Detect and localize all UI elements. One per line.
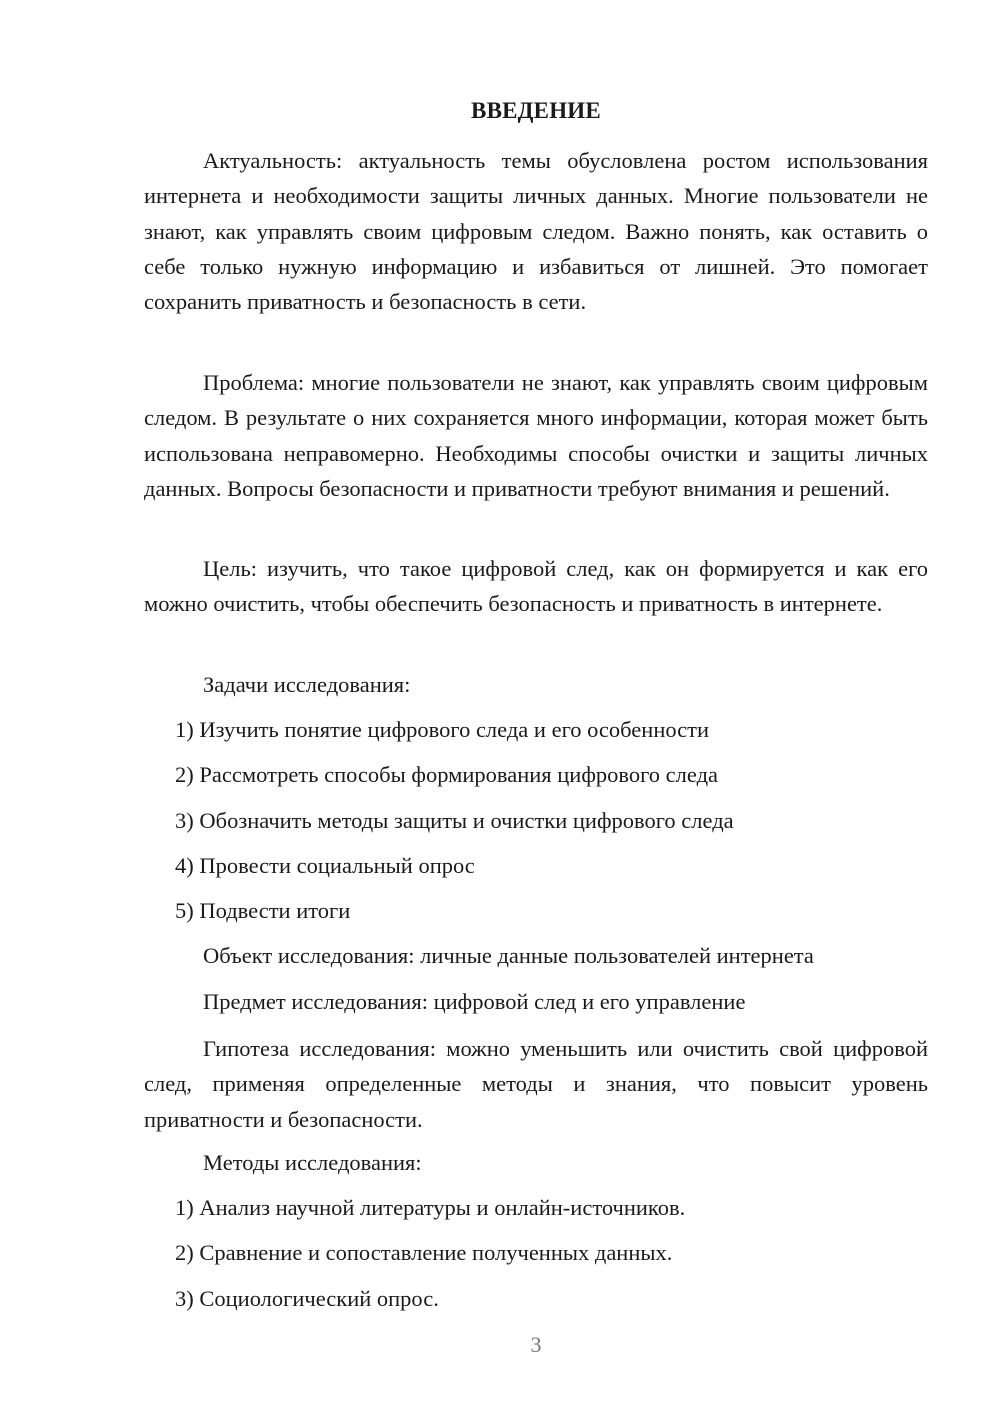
- task-item-2: 2) Рассмотреть способы формирования цифрового следа: [175, 762, 719, 787]
- method-item-2: 2) Сравнение и сопоставление полученных данных.: [175, 1240, 673, 1265]
- method-item-1: 1) Анализ научной литературы и онлайн-источников.: [175, 1195, 686, 1220]
- research-subject: Предмет исследования: цифровой след и его управление: [203, 989, 746, 1014]
- problem-paragraph: Проблема: многие пользователи не знают, как управлять своим цифровым следом. В результате о них сохраняется много информации, которая может быть использована неправомерно. Необходимы способы очистки и защиты личных данных. Вопросы безопасности и приватности требуют внимания и решений.: [144, 370, 928, 501]
- research-object: Объект исследования: личные данные пользователей интернета: [203, 943, 814, 968]
- page-number: 3: [530, 1332, 542, 1357]
- tasks-heading: Задачи исследования:: [203, 672, 411, 697]
- task-item-4: 4) Провести социальный опрос: [175, 853, 475, 878]
- hypothesis-paragraph: Гипотеза исследования: можно уменьшить или очистить свой цифровой след, применяя определенные методы и знания, что повысит уровень приватности и безопасности.: [144, 1036, 928, 1132]
- method-item-3: 3) Социологический опрос.: [175, 1286, 439, 1311]
- goal-paragraph: Цель: изучить, что такое цифровой след, как он формируется и как его можно очистить, чтобы обеспечить безопасность и приватность в интернете.: [144, 556, 928, 617]
- relevance-paragraph: Актуальность: актуальность темы обусловлена ростом использования интернета и необходимости защиты личных данных. Многие пользователи не знают, как управлять своим цифровым следом. Важно понять, как оставить о себе только нужную информацию и избавиться от лишней. Это помогает сохранить приватность и безопасность в сети.: [144, 148, 928, 315]
- task-item-3: 3) Обозначить методы защиты и очистки цифрового следа: [175, 808, 734, 833]
- section-heading: ВВЕДЕНИЕ: [471, 98, 601, 123]
- task-item-1: 1) Изучить понятие цифрового следа и его особенности: [175, 717, 710, 742]
- methods-heading: Методы исследования:: [203, 1150, 422, 1175]
- task-item-5: 5) Подвести итоги: [175, 898, 351, 923]
